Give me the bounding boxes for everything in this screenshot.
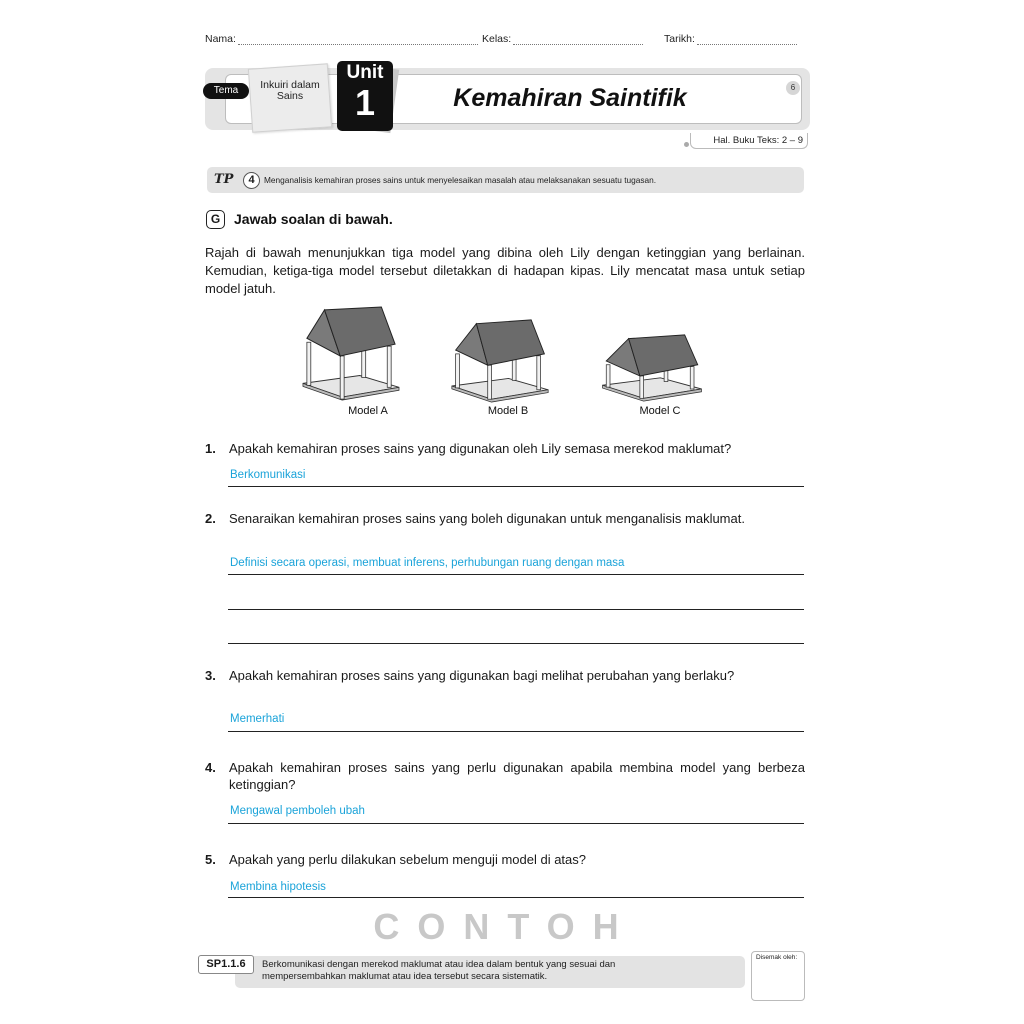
question-number: 5.	[205, 852, 216, 867]
class-blank[interactable]	[513, 34, 643, 45]
textbook-reference: Hal. Buku Teks: 2 – 9	[690, 133, 808, 149]
answer-line-2b[interactable]	[228, 609, 804, 610]
answer-line-5	[228, 897, 804, 898]
unit-number: 1	[354, 82, 376, 123]
answer-line-2c[interactable]	[228, 643, 804, 644]
model-c-label: Model C	[639, 405, 681, 417]
group-activity-icon: G	[206, 210, 225, 229]
name-field[interactable]	[205, 33, 478, 45]
bullet-dot-icon	[684, 142, 689, 147]
answer-line-4	[228, 823, 804, 824]
answer-4[interactable]: Mengawal pemboleh ubah	[230, 805, 365, 817]
tp-description: Menganalisis kemahiran proses sains untuk menyelesaikan masalah atau melaksanakan sesuatu tugasan.	[264, 175, 657, 185]
standard-description	[262, 959, 742, 983]
question-text: Apakah kemahiran proses sains yang digunakan oleh Lily semasa merekod maklumat?	[229, 441, 732, 456]
class-field[interactable]	[482, 33, 643, 45]
tp-level-badge: 4	[243, 172, 260, 189]
answer-3[interactable]: Memerhati	[230, 713, 285, 725]
question-5	[205, 851, 805, 868]
theme-badge: Tema	[203, 83, 249, 99]
answer-line-3	[228, 731, 804, 732]
model-a-figure	[300, 305, 400, 403]
answer-2[interactable]: Definisi secara operasi, membuat inferens, perhubungan ruang dengan masa	[230, 557, 625, 569]
answer-line-2a	[228, 574, 804, 575]
answer-5[interactable]: Membina hipotesis	[230, 881, 326, 893]
unit-box	[337, 61, 393, 131]
page-title: Kemahiran Saintifik	[453, 84, 687, 112]
question-text: Apakah yang perlu dilakukan sebelum menguji model di atas?	[229, 852, 586, 867]
model-b-figure	[447, 318, 553, 403]
question-text: Senaraikan kemahiran proses sains yang boleh digunakan untuk menganalisis maklumat.	[229, 511, 745, 526]
answer-line-1	[228, 486, 804, 487]
question-number: 3.	[205, 668, 216, 683]
question-text: Apakah kemahiran proses sains yang digunakan bagi melihat perubahan yang berlaku?	[229, 668, 735, 683]
question-number: 4.	[205, 760, 216, 775]
question-1	[205, 440, 805, 457]
question-4	[205, 759, 805, 793]
checked-by-label: Disemak oleh:	[756, 954, 798, 961]
tp-logo-icon: TP	[214, 172, 234, 187]
question-number: 2.	[205, 511, 216, 526]
model-a-label: Model A	[348, 405, 388, 417]
answer-1[interactable]: Berkomunikasi	[230, 469, 306, 481]
question-2	[205, 510, 805, 527]
date-blank[interactable]	[697, 34, 797, 45]
name-blank[interactable]	[238, 34, 478, 45]
model-b-label: Model B	[487, 405, 529, 417]
date-label: Tarikh:	[664, 33, 695, 45]
date-field[interactable]	[664, 33, 797, 45]
model-c-figure	[597, 333, 707, 403]
standard-line-1: Berkomunikasi dengan merekod maklumat atau idea dalam bentuk yang sesuai dan	[262, 959, 616, 970]
class-label: Kelas:	[482, 33, 512, 45]
theme-name: Inkuiri dalam Sains	[260, 79, 320, 102]
standard-code-badge: SP1.1.6	[198, 955, 254, 974]
unit-label: Unit	[346, 62, 384, 83]
watermark-text: CONTOH	[373, 906, 637, 947]
page-number-badge: 6	[786, 81, 800, 95]
question-3	[205, 667, 805, 684]
name-label: Nama:	[205, 33, 236, 45]
standard-line-2: mempersembahkan maklumat atau idea tersebut secara sistematik.	[262, 971, 548, 982]
question-number: 1.	[205, 441, 216, 456]
passage-text: Rajah di bawah menunjukkan tiga model yang dibina oleh Lily dengan ketinggian yang berlainan. Kemudian, ketiga-tiga model tersebut diletakkan di hadapan kipas. Lily mencatat masa untuk setiap model jatuh.	[205, 245, 805, 296]
instruction-heading: Jawab soalan di bawah.	[234, 211, 393, 227]
question-text: Apakah kemahiran proses sains yang perlu digunakan apabila membina model yang berbeza ketinggian?	[229, 760, 805, 792]
